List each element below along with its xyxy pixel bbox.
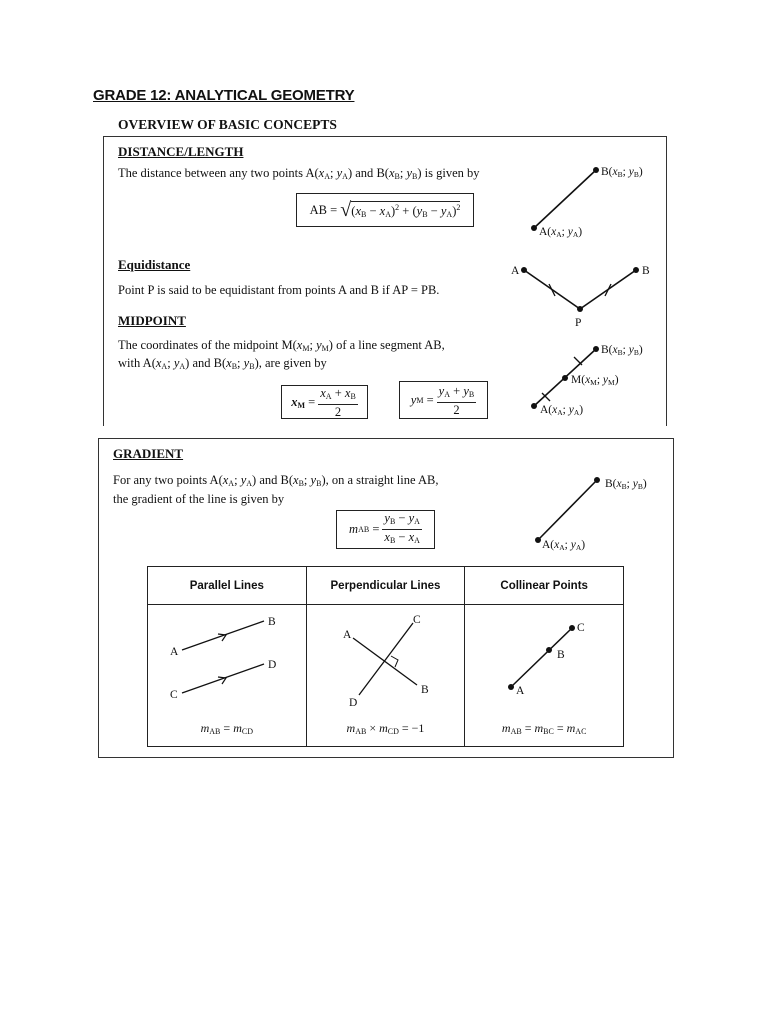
collinear-formula: $m_{AB} = m_{BC} = m_{AC}$ bbox=[501, 721, 587, 736]
header-collinear: Collinear Points bbox=[465, 567, 624, 605]
point-a-dot bbox=[531, 225, 537, 231]
collinear-label-c: C bbox=[577, 622, 586, 634]
line-relationships-table bbox=[147, 566, 624, 747]
distance-diagram bbox=[520, 160, 670, 245]
perpendicular-label-b: B bbox=[420, 684, 429, 696]
gradient-text-line2: the gradient of the line is given by bbox=[113, 492, 285, 506]
equidistance-label-a: A bbox=[511, 265, 520, 277]
equidistance-label-b: B bbox=[642, 265, 650, 277]
svg-text:B(xB; yB): B(xB; yB) bbox=[601, 166, 643, 179]
midpoint-text-line2: with $A(x_A$; $y_A$) and $B(x_B$; $y_B$), are given by bbox=[118, 356, 327, 371]
parallel-label-c: C bbox=[170, 689, 178, 701]
parallel-diagram bbox=[148, 605, 307, 715]
perpendicular-cell bbox=[306, 605, 465, 747]
midpoint-diagram bbox=[520, 335, 670, 420]
point-b-dot bbox=[593, 167, 599, 173]
midpoint-heading: MIDPOINT bbox=[118, 313, 186, 328]
gradient-formula: m AB = $\frac{y_B - y_A}{x_B - x_A}$ bbox=[336, 510, 435, 549]
distance-text: The distance between any two points $A(x_A$; $y_A$) and $B(x_B$; $y_B$) is given by bbox=[118, 166, 480, 181]
parallel-label-d: D bbox=[268, 659, 277, 671]
collinear-diagram bbox=[465, 605, 624, 715]
parallel-label-b: B bbox=[268, 616, 276, 628]
gradient-heading: GRADIENT bbox=[113, 446, 184, 461]
perpendicular-formula: $m_{AB} \times m_{CD} = -1$ bbox=[346, 721, 425, 736]
perpendicular-label-d: D bbox=[348, 697, 357, 709]
svg-text:B(xB; yB): B(xB; yB) bbox=[605, 478, 647, 491]
collinear-label-b: B bbox=[557, 649, 566, 661]
equidistance-text: Point P is said to be equidistant from points A and B if AP = PB. bbox=[118, 283, 440, 297]
header-parallel: Parallel Lines bbox=[148, 567, 307, 605]
equidistance-label-p: P bbox=[575, 317, 582, 329]
gradient-diagram bbox=[525, 470, 675, 555]
equidistance-heading: Equidistance bbox=[118, 257, 191, 272]
parallel-cell bbox=[148, 605, 307, 747]
midpoint-formula-x: $x_M$ = $\frac{x_A + x_B}{2}$ bbox=[281, 385, 368, 419]
collinear-label-a: A bbox=[516, 685, 525, 697]
perpendicular-label-c: C bbox=[412, 614, 421, 626]
parallel-formula: $m_{AB} = m_{CD}$ bbox=[200, 721, 253, 736]
parallel-label-a: A bbox=[170, 646, 179, 658]
gradient-text-line1: For any two points $A(x_A$; $y_A$) and $B(x_B$; $y_B$), on a straight line AB, bbox=[113, 473, 439, 488]
svg-text:A(xA; yA): A(xA; yA) bbox=[540, 404, 584, 417]
svg-text:B(xB; yB): B(xB; yB) bbox=[601, 344, 643, 357]
svg-text:M(xM; yM): M(xM; yM) bbox=[571, 374, 619, 387]
svg-text:A(xA; yA): A(xA; yA) bbox=[542, 539, 586, 552]
collinear-cell bbox=[465, 605, 624, 747]
page-title: GRADE 12: ANALYTICAL GEOMETRY bbox=[93, 87, 355, 104]
distance-formula: AB = √ $(x_B - x_A)^2 + (y_B - y_A)^2$ bbox=[296, 193, 474, 227]
perpendicular-label-a: A bbox=[342, 629, 351, 641]
perpendicular-diagram bbox=[307, 605, 466, 715]
midpoint-text-line1: The coordinates of the midpoint $M(x_M$; $y_M$) of a line segment AB, bbox=[118, 338, 445, 353]
equidistance-diagram bbox=[505, 260, 665, 330]
overview-heading: OVERVIEW OF BASIC CONCEPTS bbox=[118, 117, 337, 132]
svg-text:A(xA; yA): A(xA; yA) bbox=[539, 226, 583, 239]
distance-heading: DISTANCE/LENGTH bbox=[118, 144, 244, 159]
header-perpendicular: Perpendicular Lines bbox=[306, 567, 465, 605]
midpoint-formula-y: y M = $\frac{y_A + y_B}{2}$ bbox=[399, 381, 488, 419]
